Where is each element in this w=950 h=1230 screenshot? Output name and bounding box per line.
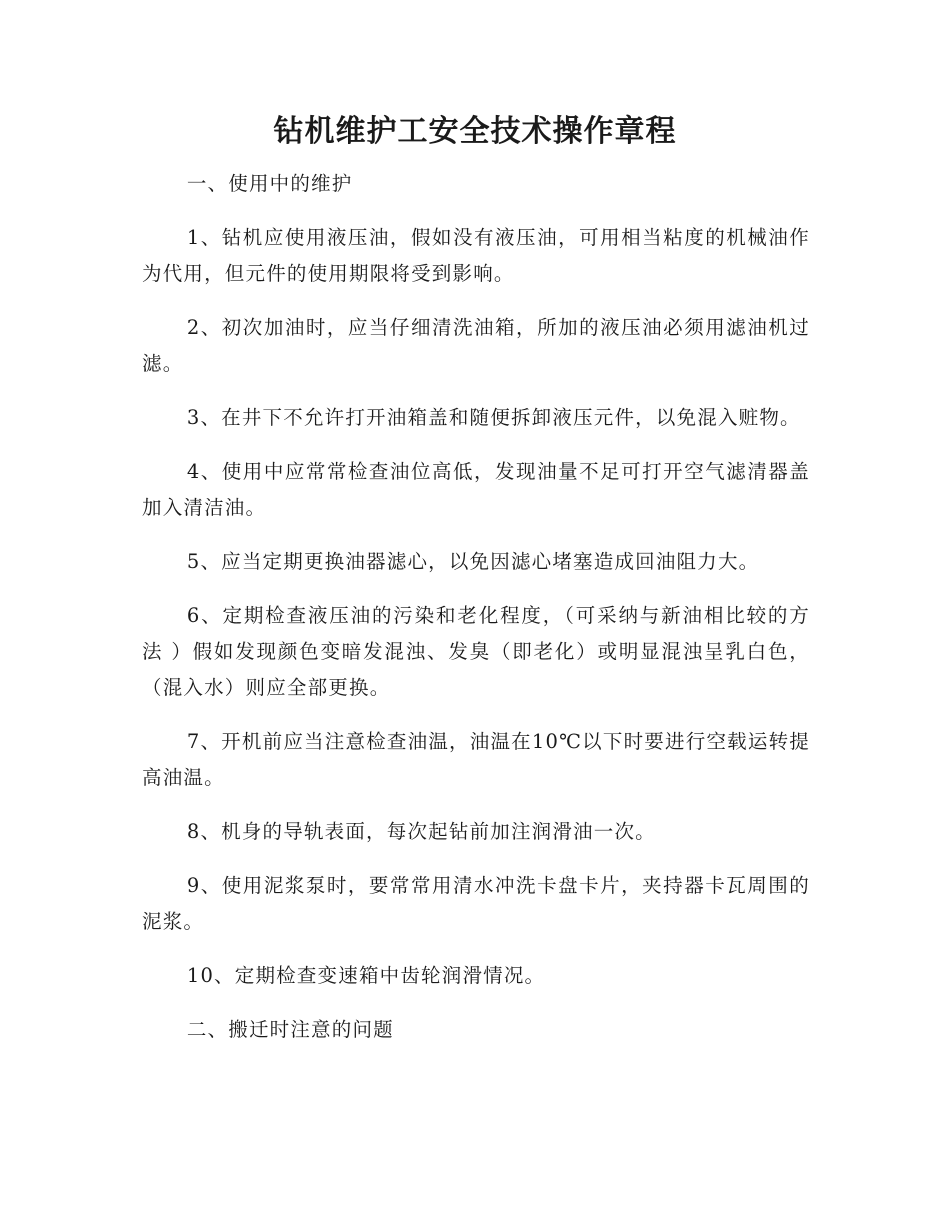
paragraph-item-6: 6、定期检查液压油的污染和老化程度，（可采纳与新油相比较的方法 ）假如发现颜色变暗发混浊、发臭（即老化）或明显混浊呈乳白色，（混入水）则应全部更换。 <box>142 604 810 699</box>
paragraph-item-2: 2、初次加油时，应当仔细清洗油箱，所加的液压油必须用滤油机过滤。 <box>142 316 810 375</box>
paragraph-item-8: 8、机身的导轨表面，每次起钻前加注润滑油一次。 <box>186 820 656 843</box>
paragraph-item-7: 7、开机前应当注意检查油温，油温在10℃以下时要进行空载运转提高油温。 <box>142 730 810 789</box>
paragraph-item-10: 10、定期检查变速箱中齿轮润滑情况。 <box>186 964 546 987</box>
paragraph-item-5: 5、应当定期更换油器滤心，以免因滤心堵塞造成回油阻力大。 <box>186 550 760 573</box>
paragraph-item-3: 3、在井下不允许打开油箱盖和随便拆卸液压元件，以免混入赃物。 <box>186 406 801 429</box>
paragraph-item-9: 9、使用泥浆泵时，要常常用清水冲洗卡盘卡片，夹持器卡瓦周围的泥浆。 <box>142 874 810 933</box>
document-title: 钻机维护工安全技术操作章程 <box>273 114 677 149</box>
paragraph-item-4: 4、使用中应常常检查油位高低，发现油量不足可打开空气滤清器盖加入清洁油。 <box>142 460 810 519</box>
paragraph-item-1: 1、钻机应使用液压油，假如没有液压油，可用相当粘度的机械油作为代用，但元件的使用期限将受到影响。 <box>142 226 810 285</box>
section-heading-relocation: 二、搬迁时注意的问题 <box>186 1018 394 1041</box>
document-body <box>142 166 810 1066</box>
section-heading-maintenance: 一、使用中的维护 <box>186 172 353 195</box>
